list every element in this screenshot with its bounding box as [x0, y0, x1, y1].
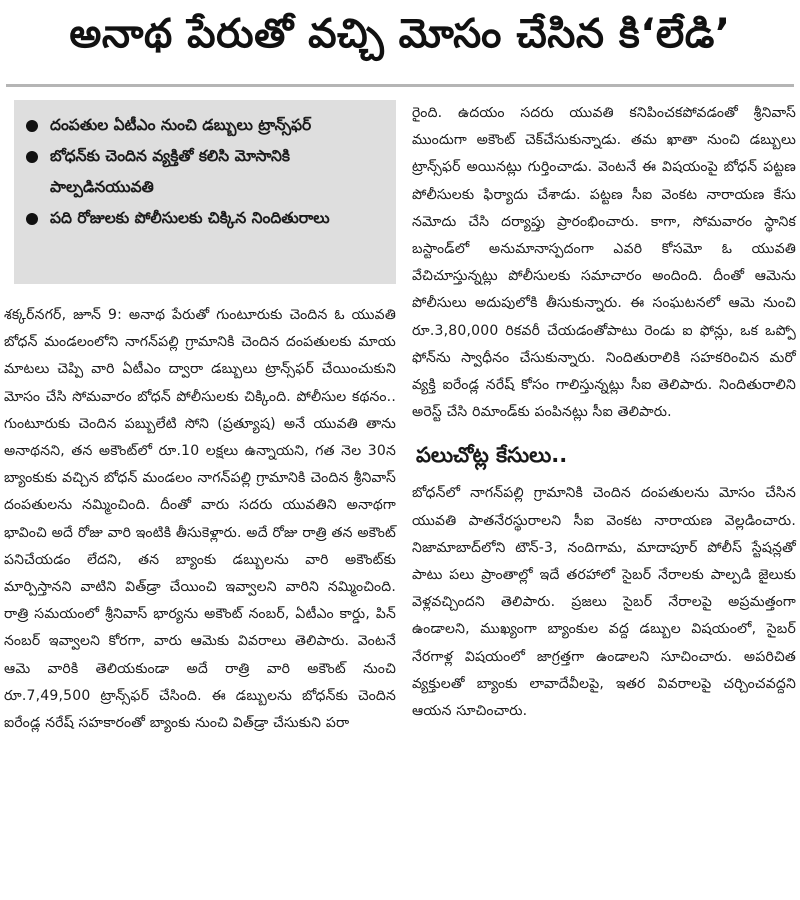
right-body-text-1: రైంది. ఉదయం సదరు యువతి కనిపించకపోవడంతో శ్రీనివాస్ ముందుగా అకౌంట్ చెక్‌చేసుకున్నాడు. తమ ఖాతా నుంచి డబ్బులు ట్రాన్స్‌ఫర్ అయినట్లు గుర్తించాడు. వెంటనే ఈ విషయంపై బోధన్ పట్టణ పోలీసులకు ఫిర్యాదు చేశాడు. పట్టణ సీఐ వెంకట నారాయణ కేసు నమోదు చేసి దర్యాప్తు ప్రారంభించారు. కాగా, సోమవారం స్థానిక బస్టాండ్‌లో అనుమానాస్పదంగా ఎవరి కోసమో ఓ యువతి వేచిచూస్తున్నట్లు పోలీసులకు సమాచారం అందింది. దీంతో ఆమెను పోలీసులు అదుపులోకి తీసుకున్నారు. ఈ సంఘటనలో ఆమె నుంచి రూ.3,80,000 రికవరీ చేయడంతోపాటు రెండు ఐ ఫోన్లు, ఒక ఒప్పో ఫోన్‌ను స్వాధీనం చేసుకున్నారు. నిందితురాలికి సహకరించిన మరో వ్యక్తి ఐరేండ్ల నరేష్ కోసం గాలిస్తున్నట్లు సీఐ తెలిపారు. నిందితురాలిని అరెస్ట్ చేసి రిమాండ్‌కు పంపినట్లు సీఐ తెలిపారు.: [412, 105, 796, 421]
right-body-text-2: బోధన్‌లో నాగన్‌పల్లి గ్రామానికి చెందిన దంపతులను మోసం చేసిన యువతి పాతనేరస్థురాలని సీఐ వెంకట నారాయణ వెల్లడించారు. నిజామాబాద్‌లోని టౌన్-3, నందిగామ, మాదాపూర్ పోలీస్ స్టేషన్లతో పాటు పలు ప్రాంతాల్లో ఇదే తరహాలో సైబర్ నేరాలకు పాల్పడి జైలుకు వెళ్లవచ్చిందని తెలిపారు. ప్రజలు సైబర్ నేరాలపై అప్రమత్తంగా ఉండాలని, ముఖ్యంగా బ్యాంకుల వద్ద డబ్బుల విషయంలో, సైబర్ నేరగాళ్ల విషయంలో జాగ్రత్తగా ఉండాలని సూచించారు. అపరిచిత వ్యక్తులతో బ్యాంకు లావాదేవీలపై, ఇతర వివరాలపై చర్చించవద్దని ఆయన సూచించారు.: [412, 485, 796, 720]
headline: అనాథ పేరుతో వచ్చి మోసం చేసిన కి‘లేడి’: [69, 11, 731, 57]
left-body-text: శక్కర్‌నగర్, జూన్ 9: అనాథ పేరుతో గుంటూరుకు చెందిన ఓ యువతి బోధన్ మండలంలోని నాగన్‌పల్లి గ్రామానికి చెందిన దంపతులకు మాయ మాటలు చెప్పి వారి ఏటీఎం ద్వారా డబ్బులు ట్రాన్స్‌ఫర్ చేయించుకుని మోసం చేసి సోమవారం బోధన్ పోలీసులకు చిక్కింది. పోలీసుల కథనం.. గుంటూరుకు చెందిన పబ్బులేటి సోని (ప్రత్యూష) అనే యువతి తాను అనాథనని, తన అకౌంట్‌లో రూ.10 లక్షలు ఉన్నాయని, గత నెల 30న బ్యాంకుకు వచ్చిన బోధన్ మండలం నాగన్‌పల్లి గ్రామానికి చెందిన శ్రీనివాస్ దంపతులను నమ్మించింది. దీంతో వారు సదరు యువతిని అనాథగా భావించి అదే రోజు వారి ఇంటికి తీసుకెళ్లారు. అదే రోజు రాత్రి తన అకౌంట్ పనిచేయడం లేదని, తన బ్యాంకు డబ్బులను వారి అకౌంట్‌కు మార్పిస్తానని వాటిని విత్‌డ్రా చేయించి ఇవ్వాలని వారిని నమ్మించింది. రాత్రి సమయంలో శ్రీనివాస్ భార్యను అకౌంట్ నంబర్, ఏటీఎం కార్డు, పిన్ నంబర్ ఇవ్వాలని కోరగా, వారు ఆమెకు వివరాలు తెలిపారు. వెంటనే ఆమె వారికి తెలియకుండా అదే రాత్రి వారి అకౌంట్ నుంచి రూ.7,49,500 ట్రాన్స్‌ఫర్ చేసింది. ఈ డబ్బులను బోధన్‌కు చెందిన ఐరేండ్ల నరేష్ సహకారంతో బ్యాంకు నుంచి విత్‌డ్రా చేసుకుని పరా: [4, 307, 396, 732]
highlight-text: బోధన్‌కు చెందిన వ్యక్తితో కలిసి మోసానికి పాల్పడినయువతి: [50, 147, 290, 196]
highlights-box: [14, 100, 396, 284]
highlight-text: పది రోజులకు పోలీసులకు చిక్కిన నిందితురాలు: [50, 209, 330, 227]
bullet-icon: [26, 213, 38, 225]
subheading: పలుచోట్ల కేసులు..: [416, 443, 568, 468]
bullet-icon: [26, 151, 38, 163]
highlight-item: [24, 110, 388, 141]
highlight-item: [24, 141, 388, 203]
highlight-text: దంపతుల ఏటీఎం నుంచి డబ్బులు ట్రాన్స్‌ఫర్: [50, 116, 312, 134]
left-column: [4, 100, 396, 737]
highlight-item: [24, 203, 388, 234]
bullet-icon: [26, 120, 38, 132]
headline-rule: [6, 84, 794, 87]
right-column: [412, 100, 796, 725]
